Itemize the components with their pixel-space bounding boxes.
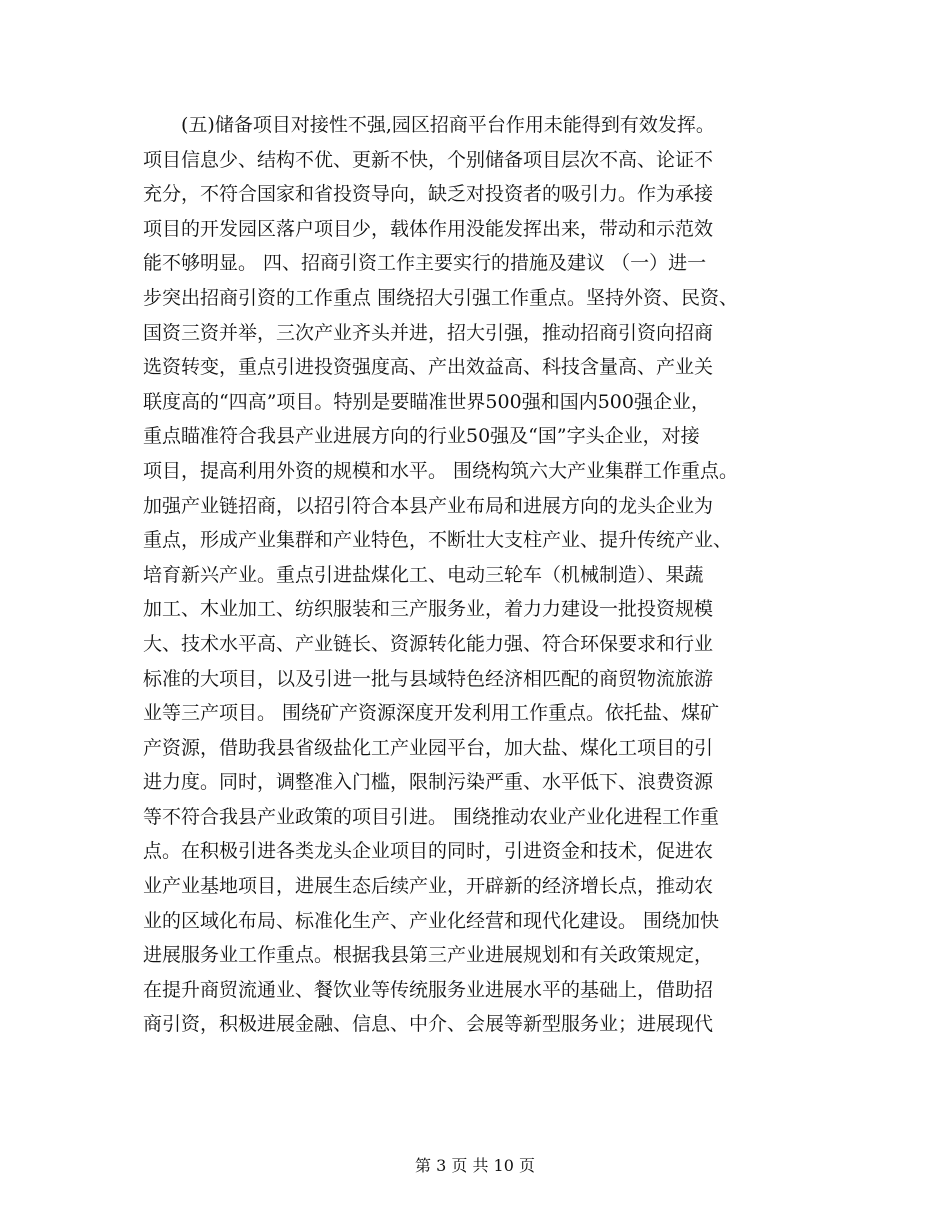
text-line: 点。在积极引进各类龙头企业项目的同时，引进资金和技术，促进农 (143, 840, 714, 863)
text-line: 产资源，借助我县省级盐化工产业园平台，加大盐、煤化工项目的引 (143, 736, 714, 759)
text-line: (五)储备项目对接性不强,园区招商平台作用未能得到有效发挥。 (143, 114, 715, 136)
text-line: 国资三资并举，三次产业齐头并进，招大引强，推动招商引资向招商 (143, 321, 714, 344)
text-line: 业的区域化布局、标准化生产、产业化经营和现代化建设。 围绕加快 (143, 909, 720, 932)
text-line: 业等三产项目。 围绕矿产资源深度开发利用工作重点。依托盐、煤矿 (143, 702, 720, 725)
text-line: 重点瞄准符合我县产业进展方向的行业50强及“国”字头企业，对接 (143, 425, 700, 448)
page-number-footer: 第 3 页 共 10 页 (415, 1156, 535, 1175)
text-line: 培育新兴产业。重点引进盐煤化工、电动三轮车（机械制造）、果蔬 (143, 563, 704, 586)
text-line: 大、技术水平高、产业链长、资源转化能力强、符合环保要求和行业 (143, 632, 714, 655)
text-line: 进力度。同时，调整准入门槛，限制污染严重、水平低下、浪费资源 (143, 771, 714, 794)
text-line: 商引资，积极进展金融、信息、中介、会展等新型服务业；进展现代 (143, 1013, 714, 1036)
text-line: 项目，提高利用外资的规模和水平。 围绕构筑六大产业集群工作重点。 (143, 459, 739, 482)
text-line: 进展服务业工作重点。根据我县第三产业进展规划和有关政策规定， (143, 944, 714, 967)
text-line: 加工、木业加工、纺织服装和三产服务业，着力力建设一批投资规模 (143, 598, 714, 621)
text-line: 联度高的“四高”项目。特别是要瞄准世界500强和国内500强企业， (143, 390, 710, 413)
text-line: 重点，形成产业集群和产业特色，不断壮大支柱产业、提升传统产业、 (143, 529, 733, 552)
text-line: 充分，不符合国家和省投资导向，缺乏对投资者的吸引力。作为承接 (143, 183, 714, 206)
text-line: 加强产业链招商，以招引符合本县产业布局和进展方向的龙头企业为 (143, 494, 714, 517)
text-line: 能不够明显。 四、招商引资工作主要实行的措施及建议 （一）进一 (143, 252, 707, 275)
text-line: 步突出招商引资的工作重点 围绕招大引强工作重点。坚持外资、民资、 (143, 286, 739, 309)
text-line: 等不符合我县产业政策的项目引进。 围绕推动农业产业化进程工作重 (143, 805, 720, 828)
text-line: 业产业基地项目，进展生态后续产业，开辟新的经济增长点，推动农 (143, 875, 714, 898)
text-line: 项目信息少、结构不优、更新不快，个别储备项目层次不高、论证不 (143, 148, 714, 171)
text-line: 选资转变，重点引进投资强度高、产出效益高、科技含量高、产业关 (143, 356, 714, 379)
text-line: 标准的大项目，以及引进一批与县域特色经济相匹配的商贸物流旅游 (143, 667, 714, 690)
text-line: 项目的开发园区落户项目少，载体作用没能发挥出来，带动和示范效 (143, 217, 714, 240)
text-line: 在提升商贸流通业、餐饮业等传统服务业进展水平的基础上，借助招 (143, 978, 714, 1001)
body-text (143, 108, 833, 1042)
